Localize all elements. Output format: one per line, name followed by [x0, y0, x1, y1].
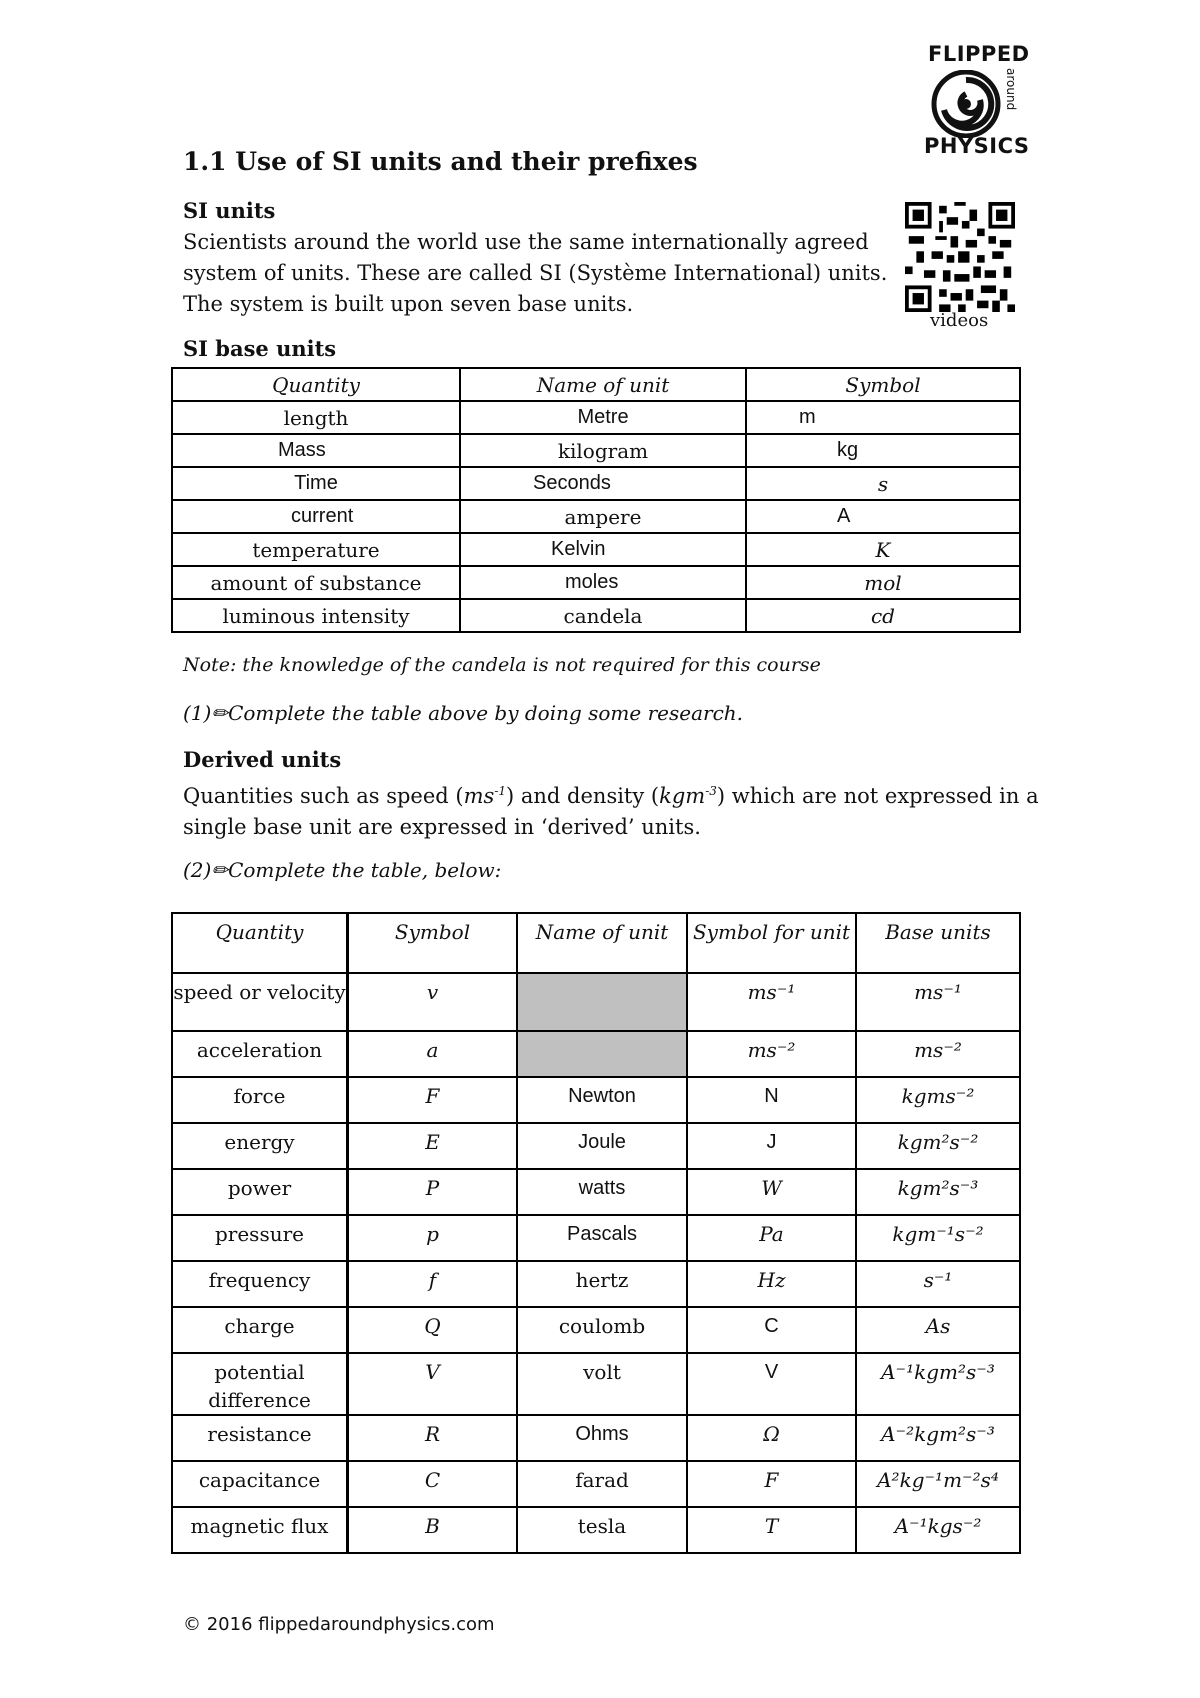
text-span: ) and density ( — [506, 784, 660, 808]
table-row — [172, 1461, 1020, 1507]
quantity-cell[interactable]: Time — [172, 467, 460, 500]
candela-note: Note: the knowledge of the candela is not required for this course — [183, 654, 821, 676]
table-header-row — [172, 368, 1020, 401]
si-base-units-table — [171, 367, 1021, 633]
flipped-around-physics-logo — [920, 42, 1030, 162]
unit-name-cell: ampere — [460, 500, 746, 533]
base-units-cell: ms⁻² — [856, 1031, 1020, 1077]
symbol-cell[interactable]: A — [746, 500, 1020, 533]
base-units-cell: A⁻²kgm²s⁻³ — [856, 1415, 1020, 1461]
symbol-cell: E — [348, 1123, 518, 1169]
quantity-cell: energy — [172, 1123, 348, 1169]
unit-symbol-cell: T — [687, 1507, 856, 1553]
si-units-paragraph — [183, 227, 887, 320]
quantity-cell: resistance — [172, 1415, 348, 1461]
quantity-cell: acceleration — [172, 1031, 348, 1077]
symbol-cell: mol — [746, 566, 1020, 599]
unit-symbol-cell: W — [687, 1169, 856, 1215]
unit-symbol-cell[interactable]: N — [687, 1077, 856, 1123]
symbol-cell: B — [348, 1507, 518, 1553]
derived-line-2: single base unit are expressed in ‘derived’ units. — [183, 815, 701, 839]
quantity-cell: temperature — [172, 533, 460, 566]
si-units-line: Scientists around the world use the same internationally agreed — [183, 230, 869, 254]
symbol-cell: cd — [746, 599, 1020, 632]
unit-name-cell: tesla — [517, 1507, 687, 1553]
table-row — [172, 1507, 1020, 1553]
symbol-cell: v — [348, 973, 518, 1031]
derived-units-heading: Derived units — [183, 747, 342, 772]
si-units-line: system of units. These are called SI (Système International) units. — [183, 261, 888, 285]
table-row — [172, 1031, 1020, 1077]
speed-unit — [464, 784, 506, 808]
page-title: 1.1 Use of SI units and their prefixes — [183, 147, 698, 176]
quantity-cell: length — [172, 401, 460, 434]
si-base-units-heading: SI base units — [183, 336, 337, 361]
table-row — [172, 1415, 1020, 1461]
spiral-logo-icon — [930, 70, 1002, 138]
quantity-cell[interactable]: current — [172, 500, 460, 533]
density-unit — [659, 784, 717, 808]
table-row — [172, 566, 1020, 599]
unit-name-cell: candela — [460, 599, 746, 632]
unit-name-cell[interactable] — [517, 1031, 687, 1077]
symbol-cell[interactable]: m — [746, 401, 1020, 434]
task-1-instruction: (1)✏Complete the table above by doing some research. — [183, 701, 744, 725]
density-unit-base: kgm — [659, 784, 706, 808]
unit-name-cell: volt — [517, 1353, 687, 1415]
qr-label: videos — [930, 310, 989, 331]
unit-name-cell: hertz — [517, 1261, 687, 1307]
unit-symbol-cell[interactable]: J — [687, 1123, 856, 1169]
column-header: Symbol — [348, 913, 518, 973]
unit-name-cell: farad — [517, 1461, 687, 1507]
derived-line-1 — [183, 776, 1039, 812]
quantity-cell: force — [172, 1077, 348, 1123]
base-units-cell: A⁻¹kgm²s⁻³ — [856, 1353, 1020, 1415]
quantity-cell: power — [172, 1169, 348, 1215]
table-row — [172, 434, 1020, 467]
table-row — [172, 467, 1020, 500]
table-row — [172, 1261, 1020, 1307]
table-row — [172, 500, 1020, 533]
unit-name-cell[interactable]: Newton — [517, 1077, 687, 1123]
derived-units-paragraph — [183, 776, 1039, 843]
unit-name-cell[interactable]: Ohms — [517, 1415, 687, 1461]
logo-text-bottom: PHYSICS — [924, 134, 1030, 158]
column-header: Base units — [856, 913, 1020, 973]
base-units-cell: kgm²s⁻² — [856, 1123, 1020, 1169]
unit-symbol-cell: ms⁻¹ — [687, 973, 856, 1031]
quantity-cell: magnetic flux — [172, 1507, 348, 1553]
quantity-cell: frequency — [172, 1261, 348, 1307]
table-row — [172, 1353, 1020, 1415]
text-span: ) which are not expressed in a — [716, 784, 1039, 808]
logo-text-side: around — [1004, 68, 1018, 111]
unit-symbol-cell: Hz — [687, 1261, 856, 1307]
symbol-cell: p — [348, 1215, 518, 1261]
table-row — [172, 1307, 1020, 1353]
unit-name-cell: kilogram — [460, 434, 746, 467]
speed-unit-exponent: -1 — [494, 784, 507, 798]
symbol-cell: f — [348, 1261, 518, 1307]
qr-code-icon[interactable] — [905, 202, 1015, 312]
unit-name-cell[interactable]: moles — [460, 566, 746, 599]
symbol-cell: K — [746, 533, 1020, 566]
si-units-heading: SI units — [183, 198, 276, 223]
unit-name-cell[interactable] — [517, 973, 687, 1031]
column-header: Symbol — [746, 368, 1020, 401]
table-row — [172, 1169, 1020, 1215]
text-span: Quantities such as speed ( — [183, 784, 464, 808]
column-header: Quantity — [172, 913, 348, 973]
quantity-cell: pressure — [172, 1215, 348, 1261]
table-row — [172, 599, 1020, 632]
column-header: Name of unit — [517, 913, 687, 973]
unit-symbol-cell: ms⁻² — [687, 1031, 856, 1077]
base-units-cell: s⁻¹ — [856, 1261, 1020, 1307]
quantity-cell: speed or velocity — [172, 973, 348, 1031]
quantity-cell[interactable]: Mass — [172, 434, 460, 467]
unit-name-cell[interactable]: Joule — [517, 1123, 687, 1169]
unit-name-cell[interactable]: Pascals — [517, 1215, 687, 1261]
derived-units-table — [171, 912, 1021, 1554]
symbol-cell: P — [348, 1169, 518, 1215]
table-row — [172, 1215, 1020, 1261]
symbol-cell: R — [348, 1415, 518, 1461]
base-units-cell: kgm⁻¹s⁻² — [856, 1215, 1020, 1261]
task-2-instruction: (2)✏Complete the table, below: — [183, 858, 502, 882]
unit-symbol-cell[interactable]: V — [687, 1353, 856, 1415]
quantity-cell: capacitance — [172, 1461, 348, 1507]
symbol-cell: a — [348, 1031, 518, 1077]
table-row — [172, 1077, 1020, 1123]
unit-symbol-cell: Ω — [687, 1415, 856, 1461]
unit-symbol-cell[interactable]: C — [687, 1307, 856, 1353]
symbol-cell: F — [348, 1077, 518, 1123]
column-header: Name of unit — [460, 368, 746, 401]
base-units-cell: kgms⁻² — [856, 1077, 1020, 1123]
logo-text-top: FLIPPED — [928, 42, 1030, 66]
speed-unit-base: ms — [463, 784, 495, 808]
base-units-cell: A²kg⁻¹m⁻²s⁴ — [856, 1461, 1020, 1507]
symbol-cell: C — [348, 1461, 518, 1507]
base-units-cell: kgm²s⁻³ — [856, 1169, 1020, 1215]
base-units-cell: As — [856, 1307, 1020, 1353]
si-units-line: The system is built upon seven base units. — [183, 292, 634, 316]
quantity-cell: charge — [172, 1307, 348, 1353]
column-header: Quantity — [172, 368, 460, 401]
unit-symbol-cell: Pa — [687, 1215, 856, 1261]
table-row — [172, 1123, 1020, 1169]
density-unit-exponent: -3 — [705, 784, 717, 798]
table-row — [172, 973, 1020, 1031]
quantity-cell: luminous intensity — [172, 599, 460, 632]
unit-name-cell[interactable]: Seconds — [460, 467, 746, 500]
footer-copyright: © 2016 flippedaroundphysics.com — [183, 1614, 495, 1635]
table-header-row — [172, 913, 1020, 973]
base-units-cell: ms⁻¹ — [856, 973, 1020, 1031]
symbol-cell: V — [348, 1353, 518, 1415]
quantity-cell: amount of substance — [172, 566, 460, 599]
quantity-cell: potential difference — [172, 1353, 348, 1415]
column-header: Symbol for unit — [687, 913, 856, 973]
base-units-cell: A⁻¹kgs⁻² — [856, 1507, 1020, 1553]
symbol-cell: s — [746, 467, 1020, 500]
unit-name-cell[interactable]: Kelvin — [460, 533, 746, 566]
unit-name-cell[interactable]: Metre — [460, 401, 746, 434]
table-row — [172, 533, 1020, 566]
table-row — [172, 401, 1020, 434]
unit-name-cell[interactable]: watts — [517, 1169, 687, 1215]
symbol-cell: Q — [348, 1307, 518, 1353]
symbol-cell[interactable]: kg — [746, 434, 1020, 467]
unit-symbol-cell: F — [687, 1461, 856, 1507]
unit-name-cell: coulomb — [517, 1307, 687, 1353]
